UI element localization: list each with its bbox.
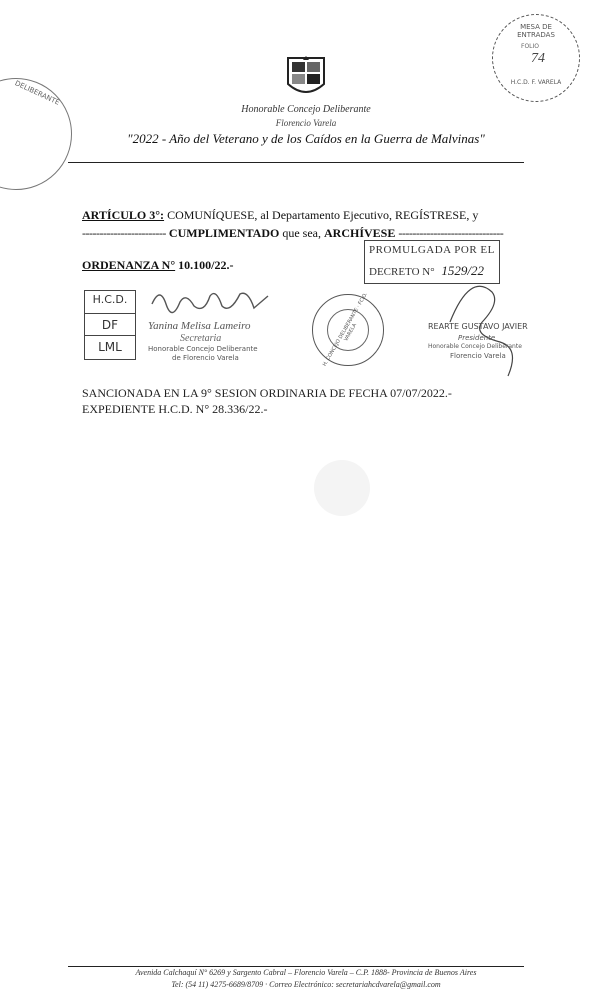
hcd-title: H.C.D.	[92, 293, 128, 306]
article-dashes-1: ------------------------	[82, 226, 166, 240]
ordenanza-number: 10.100/22.-	[178, 258, 234, 272]
header-rule	[68, 162, 524, 163]
footer-address: Avenida Calchaquí N° 6269 y Sargento Cabral – Florencio Varela – C.P. 1888- Provincia de Buenos Aires	[135, 968, 477, 977]
promulgation-decree-label: DECRETO N°	[369, 266, 435, 278]
article-que-sea: que sea,	[282, 226, 321, 240]
article-line-2	[82, 226, 526, 241]
article-label: ARTÍCULO 3°:	[82, 208, 165, 222]
president-role: Presidente	[458, 334, 496, 342]
article-archivese: ARCHÍVESE	[324, 226, 396, 240]
entry-stamp-label: MESA DE ENTRADAS	[517, 23, 555, 39]
president-body-1: Honorable Concejo Deliberante	[428, 343, 522, 350]
sanction-line-2: EXPEDIENTE H.C.D. N° 28.336/22.-	[82, 402, 268, 416]
round-seal-text: H. CONCEJO DELIBERANTE · FCIO. VARELA	[321, 291, 370, 368]
secretary-body-1: Honorable Concejo Deliberante	[148, 345, 258, 353]
round-seal	[312, 291, 384, 368]
entry-stamp	[492, 14, 580, 102]
hcd-initials-box	[84, 290, 136, 360]
article-line-1	[82, 208, 526, 223]
promulgation-decree-number: 1529/22	[441, 263, 484, 278]
promulgation-line-1: PROMULGADA POR EL	[369, 244, 495, 256]
article-text-1: COMUNÍQUESE, al Departamento Ejecutivo, REGÍSTRESE, y	[167, 208, 479, 222]
faint-watermark	[314, 460, 370, 516]
secretary-role: Secretaria	[180, 333, 222, 344]
year-motto: "2022 - Año del Veterano y de los Caídos en la Guerra de Malvinas"	[127, 131, 485, 146]
city-name: Florencio Varela	[275, 118, 337, 128]
entry-stamp-folio-number: 74	[531, 51, 545, 66]
hcd-initials-2: LML	[85, 335, 135, 358]
crest-icon	[284, 54, 328, 102]
president-body-2: Florencio Varela	[450, 352, 506, 360]
president-name: REARTE GUSTAVO JAVIER	[428, 322, 528, 331]
entry-stamp-folio: FOLIO	[521, 43, 540, 50]
ordenanza-label: ORDENANZA N°	[82, 258, 176, 272]
hcd-initials-1: DF	[85, 313, 135, 336]
article-dashes-2: ------------------------------	[398, 226, 504, 240]
article-cumplimentado: CUMPLIMENTADO	[168, 226, 280, 240]
sanction-line-1: SANCIONADA EN LA 9° SESION ORDINARIA DE FECHA 07/07/2022.-	[82, 386, 452, 400]
secretary-signature-icon	[150, 284, 270, 320]
ordenanza-line	[82, 258, 233, 273]
secretary-body-2: de Florencio Varela	[172, 354, 239, 362]
entry-stamp-footer: H.C.D. F. VARELA	[510, 79, 562, 86]
footer-rule	[68, 966, 524, 967]
institution-name: Honorable Concejo Deliberante	[241, 104, 371, 115]
footer-contact: Tel: (54 11) 4275-6689/8709 · Correo Electrónico: secretariahcdvarela@gmail.com	[171, 980, 441, 989]
left-seal-text: DELIBERANTE	[13, 79, 61, 107]
secretary-name: Yanina Melisa Lameiro	[148, 320, 251, 332]
